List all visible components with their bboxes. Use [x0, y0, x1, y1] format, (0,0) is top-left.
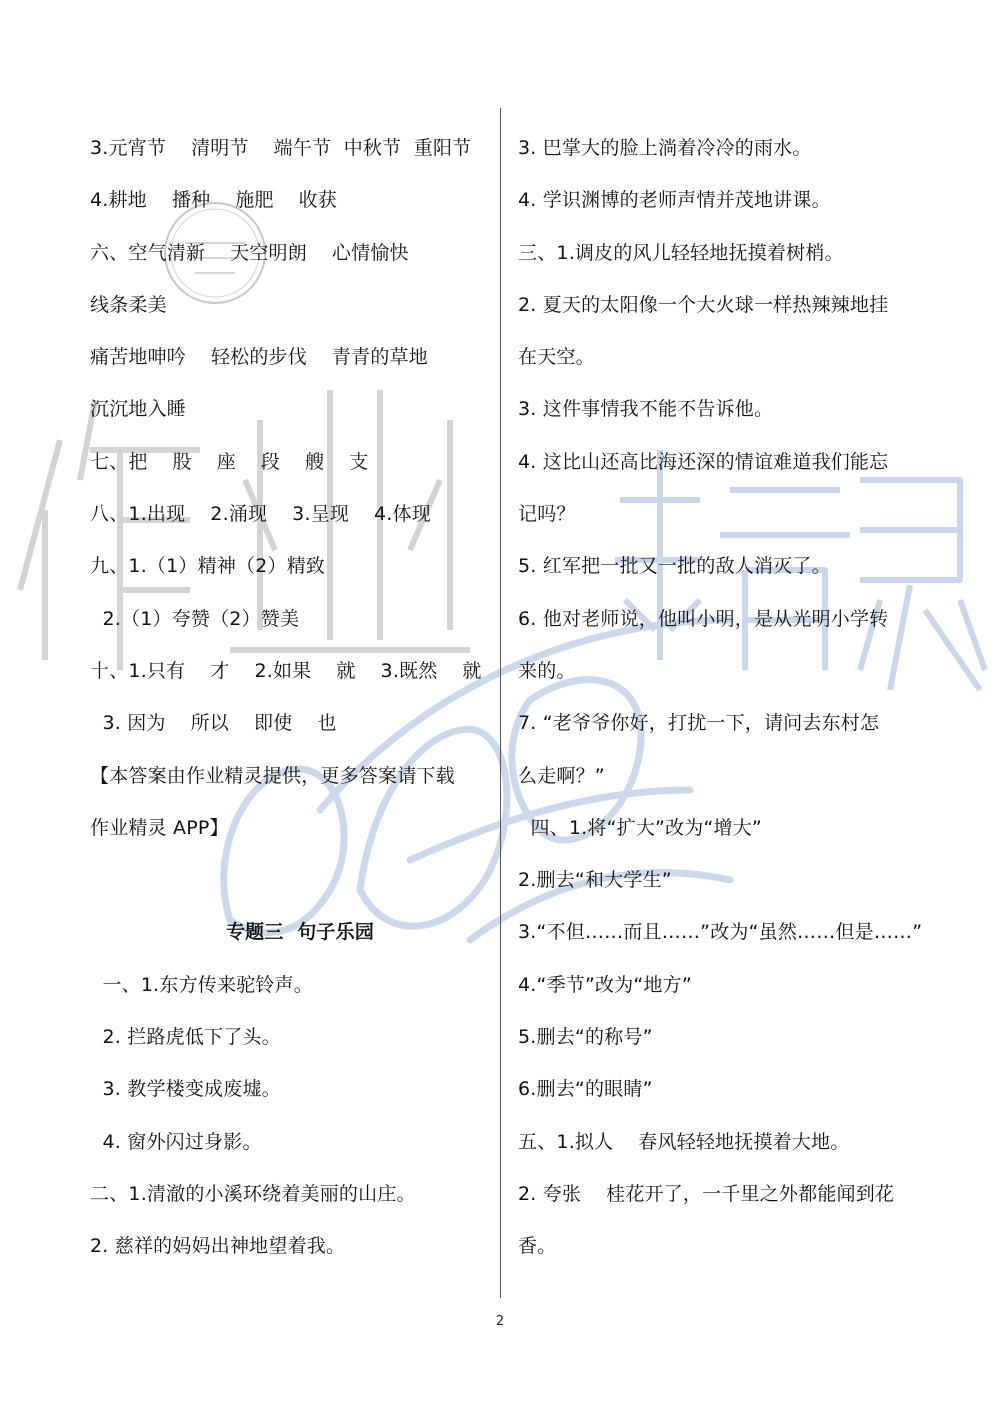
answer-line: 九、1.（1）精神（2）精致 [90, 555, 326, 578]
answer-line: 七、把 股 座 段 艘 支 [90, 450, 369, 473]
answer-line: 香。 [518, 1235, 557, 1258]
answer-line: 7. “老爷爷你好，打扰一下，请问去东村怎 [518, 712, 880, 735]
column-divider [500, 108, 501, 1298]
answer-line: 四、1.将“扩大”改为“增大” [518, 816, 762, 839]
answer-line: 4. 窗外闪过身影。 [90, 1130, 262, 1153]
section-title: 专题三 句子乐园 [225, 921, 375, 944]
answer-line: 2.（1）夸赞（2）赞美 [90, 607, 300, 630]
answer-line: 线条柔美 [90, 293, 167, 316]
answer-line: 沉沉地入睡 [90, 398, 187, 421]
right-column [518, 122, 923, 1273]
answer-line: 八、1.出现 2.涌现 3.呈现 4.体现 [90, 503, 431, 526]
page-number: 2 [495, 1314, 505, 1329]
answer-line: 2. 夏天的太阳像一个大火球一样热辣辣地挂 [518, 293, 889, 316]
answer-line: 三、1.调皮的风儿轻轻地抚摸着树梢。 [518, 241, 844, 264]
answer-line: 么走啊？” [518, 764, 605, 787]
answer-line: 2. 拦路虎低下了头。 [90, 1026, 281, 1049]
answer-line: 4.“季节”改为“地方” [518, 973, 692, 996]
answer-line: 6. 他对老师说，他叫小明，是从光明小学转 [518, 607, 889, 630]
answer-line: 一、1.东方传来驼铃声。 [90, 973, 314, 996]
answer-line: 二、1.清澈的小溪环绕着美丽的山庄。 [90, 1182, 416, 1205]
answer-line: 2.删去“和大学生” [518, 869, 672, 892]
answer-line: 来的。 [518, 659, 576, 682]
answer-line: 4. 这比山还高比海还深的情谊难道我们能忘 [518, 450, 889, 473]
answer-line: 2. 夸张 桂花开了，一千里之外都能闻到花 [518, 1182, 895, 1205]
answer-line: 3.元宵节 清明节 端午节 中秋节 重阳节 [90, 137, 472, 159]
answer-line: 3. 因为 所以 即使 也 [90, 712, 337, 735]
answer-line: 3.“不但……而且……”改为“虽然……但是……” [518, 921, 923, 944]
answer-line: 2. 慈祥的妈妈出神地望着我。 [90, 1235, 346, 1258]
answer-line: 五、1.拟人 春风轻轻地抚摸着大地。 [518, 1130, 850, 1153]
answer-line: 6.删去“的眼睛” [518, 1078, 653, 1101]
left-column [90, 122, 490, 1273]
answer-line: 六、空气清新 天空明朗 心情愉快 [90, 241, 409, 264]
answer-line: 记吗？ [518, 503, 576, 526]
blank-line [90, 854, 490, 906]
promo-note: 作业精灵 APP】 [90, 816, 229, 839]
answer-line: 4. 学识渊博的老师声情并茂地讲课。 [518, 189, 831, 212]
answer-line: 痛苦地呻吟 轻松的步伐 青青的草地 [90, 346, 428, 369]
answer-line: 3. 巴掌大的脸上淌着冷冷的雨水。 [518, 137, 812, 159]
answer-line: 十、1.只有 才 2.如果 就 3.既然 就 [90, 659, 482, 682]
answer-line: 5.删去“的称号” [518, 1026, 653, 1049]
answer-line: 3. 这件事情我不能不告诉他。 [518, 398, 774, 421]
answer-line: 5. 红军把一批又一批的敌人消灭了。 [518, 555, 831, 578]
answer-line: 4.耕地 播种 施肥 收获 [90, 189, 338, 212]
promo-note: 【本答案由作业精灵提供，更多答案请下载 [90, 764, 455, 787]
answer-line: 3. 教学楼变成废墟。 [90, 1078, 281, 1101]
answer-line: 在天空。 [518, 346, 595, 369]
